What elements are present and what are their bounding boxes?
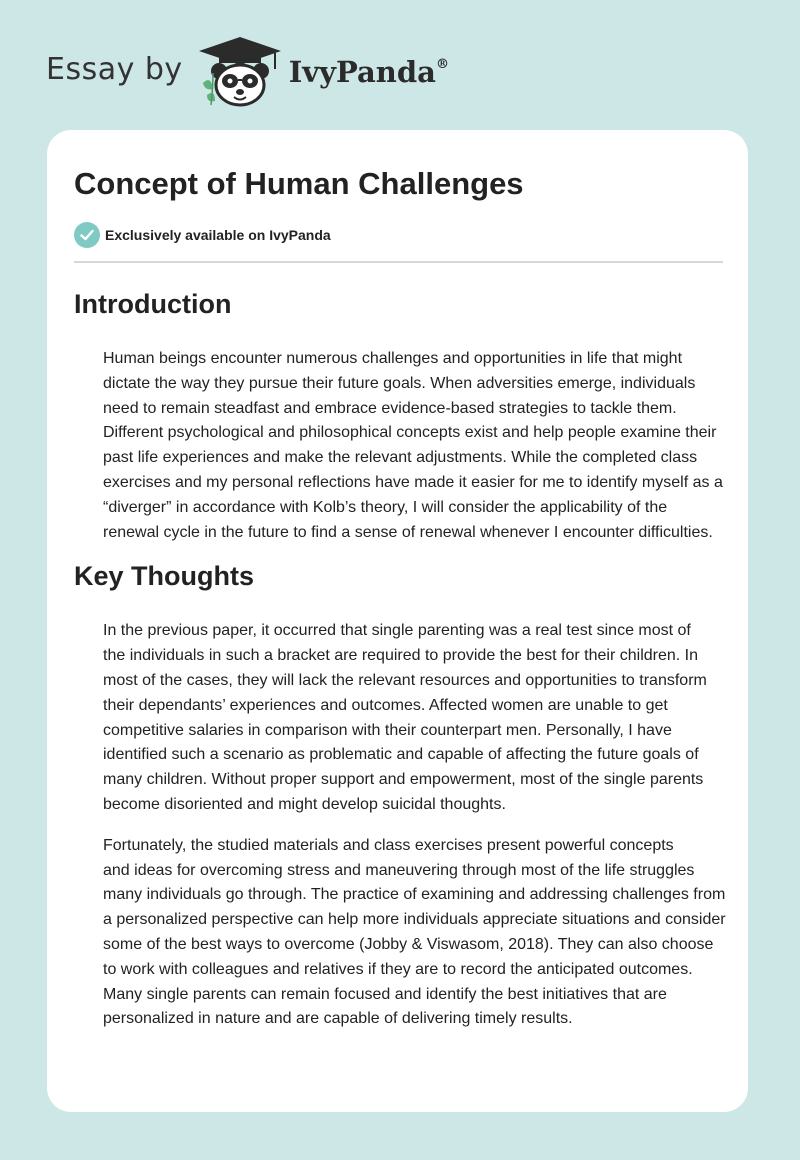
paragraph-line: and ideas for overcoming stress and maneuvering through most of the life struggles bbox=[103, 861, 695, 879]
paragraph-line: Fortunately, the studied materials and class exercises present powerful concepts bbox=[103, 836, 674, 854]
divider bbox=[74, 261, 723, 263]
paragraph-line: renewal cycle in the future to find a sense of renewal whenever I encounter difficulties. bbox=[103, 523, 713, 541]
paragraph-line: many children. Without proper support and empowerment, most of the single parents bbox=[103, 771, 704, 789]
registered-mark: ® bbox=[435, 57, 449, 72]
paragraph-line: to work with colleagues and relatives if they are to record the anticipated outcomes. bbox=[103, 960, 693, 978]
paragraph-line: many individuals go through. The practice of examining and addressing challenges from bbox=[103, 886, 726, 904]
panda-graduate-icon[interactable] bbox=[197, 35, 283, 114]
paragraph-line: the individuals in such a bracket are required to provide the best for their children. In bbox=[103, 647, 698, 665]
paragraph-line: personalized in nature and are capable of delivering timely results. bbox=[103, 1010, 573, 1028]
section-heading-key-thoughts: Key Thoughts bbox=[74, 561, 254, 592]
brand-name[interactable] bbox=[289, 55, 449, 89]
paragraph-line: a personalized perspective can help more individuals appreciate situations and consider bbox=[103, 911, 726, 929]
paragraph-line: In the previous paper, it occurred that single parenting was a real test since most of bbox=[103, 622, 691, 640]
paragraph-line: Human beings encounter numerous challenges and opportunities in life that might bbox=[103, 350, 683, 367]
paragraph-line: “diverger” in accordance with Kolb’s theory, I will consider the applicability of the bbox=[103, 498, 668, 516]
paragraph-line: identified such a scenario as problematic and capable of affecting the future goals of bbox=[103, 746, 699, 764]
paragraph-line: Many single parents can remain focused and identify the best initiatives that are bbox=[103, 985, 667, 1003]
paragraph-introduction bbox=[74, 347, 723, 545]
check-icon bbox=[74, 222, 100, 248]
brand-text: IvyPanda bbox=[288, 55, 436, 89]
paragraph-line: competitive salaries in comparison with their counterpart men. Personally, I have bbox=[103, 721, 672, 739]
paragraph-line: need to remain steadfast and embrace evidence-based strategies to tackle them. bbox=[103, 399, 677, 417]
page-title: Concept of Human Challenges bbox=[74, 166, 524, 201]
paragraph-line: most of the cases, they will lack the relevant resources and opportunities to transform bbox=[103, 671, 707, 689]
paragraph-key-thoughts-2 bbox=[74, 834, 726, 1032]
site-header bbox=[46, 34, 546, 114]
exclusive-badge bbox=[74, 222, 723, 248]
section-heading-introduction: Introduction bbox=[74, 289, 232, 319]
paragraph-line: their dependants’ experiences and outcomes. Affected women are unable to get bbox=[103, 696, 668, 714]
paragraph-line: become disoriented and might develop suicidal thoughts. bbox=[103, 795, 506, 813]
essay-content bbox=[74, 130, 726, 1032]
paragraph-line: exercises and my personal reflections have made it easier for me to identify myself as a bbox=[103, 473, 723, 491]
paragraph-key-thoughts-1 bbox=[74, 619, 723, 817]
paragraph-line: some of the best ways to overcome (Jobby & Viswasom, 2018). They can also choose bbox=[103, 935, 714, 953]
essay-card bbox=[47, 130, 748, 1112]
exclusive-label: Exclusively available on IvyPanda bbox=[105, 227, 331, 243]
paragraph-line: Different psychological and philosophical concepts exist and help people examine their bbox=[103, 424, 717, 442]
paragraph-line: dictate the way they pursue their future goals. When adversities emerge, individuals bbox=[103, 374, 696, 392]
essay-by-label: Essay by bbox=[46, 51, 183, 87]
paragraph-line: past life experiences and make the relevant adjustments. While the completed class bbox=[103, 449, 698, 467]
